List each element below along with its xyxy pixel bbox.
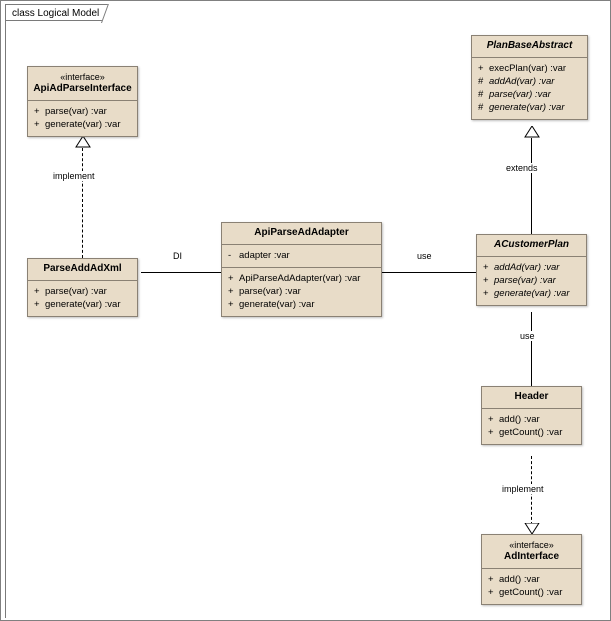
visibility: + — [34, 119, 40, 130]
connector-label-implement-top: implement — [53, 171, 95, 181]
visibility: - — [228, 250, 232, 261]
class-members-ad-interface — [482, 569, 581, 604]
connector-label-use-right: use — [520, 331, 535, 341]
member-row — [477, 287, 586, 300]
connector-label-extends: extends — [506, 163, 538, 173]
member-label: generate(var) :var — [239, 299, 315, 310]
class-name: ApiParseAdAdapter — [254, 227, 349, 238]
member-row — [28, 285, 137, 298]
member-label: parse(var) :var — [239, 286, 301, 297]
member-row — [28, 298, 137, 311]
class-api-ad-parse-interface[interactable] — [27, 66, 138, 137]
member-label: add() :var — [499, 414, 540, 425]
inheritance-arrowhead-icon — [75, 136, 91, 148]
member-label: ApiParseAdAdapter(var) :var — [239, 273, 361, 284]
class-attributes-api-parse-ad-adapter — [222, 245, 381, 267]
class-parse-add-ad-xml[interactable] — [27, 258, 138, 317]
visibility: + — [34, 106, 40, 117]
member-row — [482, 413, 581, 426]
class-name: ParseAddAdXml — [43, 263, 122, 274]
member-label: parse(var) :var — [494, 275, 556, 286]
attribute-label: adapter :var — [239, 250, 290, 261]
class-title-a-customer-plan — [477, 235, 586, 256]
member-label: generate(var) :var — [45, 299, 121, 310]
member-label: generate(var) :var — [489, 102, 565, 113]
class-name: ApiAdParseInterface — [33, 83, 132, 94]
class-title-api-parse-ad-adapter — [222, 223, 381, 244]
member-row — [222, 285, 381, 298]
diagram-frame-border — [5, 20, 6, 618]
generalization-arrowhead-icon — [524, 126, 540, 138]
connector-use-right — [531, 312, 532, 386]
visibility: # — [478, 89, 484, 100]
visibility: + — [34, 299, 40, 310]
member-label: add() :var — [499, 574, 540, 585]
member-row — [222, 298, 381, 311]
class-name: Header — [514, 391, 549, 402]
visibility: + — [483, 262, 489, 273]
visibility: + — [483, 288, 489, 299]
class-members-plan-base-abstract — [472, 58, 587, 119]
member-label: addAd(var) :var — [489, 76, 555, 87]
member-row — [477, 261, 586, 274]
class-members-header — [482, 409, 581, 444]
visibility: + — [483, 275, 489, 286]
visibility: # — [478, 76, 484, 87]
member-row — [472, 62, 587, 75]
member-row — [28, 105, 137, 118]
class-name: ACustomerPlan — [493, 239, 569, 250]
class-plan-base-abstract[interactable] — [471, 35, 588, 120]
class-title-parse-add-ad-xml — [28, 259, 137, 280]
connector-implement-top — [82, 148, 83, 258]
member-row — [482, 573, 581, 586]
member-row — [472, 101, 587, 114]
member-label: generate(var) :var — [494, 288, 570, 299]
member-label: addAd(var) :var — [494, 262, 560, 273]
visibility: + — [488, 587, 494, 598]
class-stereotype: «interface» — [60, 72, 105, 82]
class-members-api-parse-ad-adapter — [222, 268, 381, 316]
class-name: PlanBaseAbstract — [486, 40, 573, 51]
connector-di — [141, 272, 221, 273]
member-row — [482, 586, 581, 599]
class-header[interactable] — [481, 386, 582, 445]
member-label: getCount() :var — [499, 587, 563, 598]
class-members-api-ad-parse-interface — [28, 101, 137, 136]
class-ad-interface[interactable] — [481, 534, 582, 605]
member-label: execPlan(var) :var — [489, 63, 567, 74]
class-stereotype: «interface» — [509, 540, 554, 550]
visibility: + — [478, 63, 484, 74]
member-row — [28, 118, 137, 131]
connector-label-di: DI — [173, 251, 182, 261]
class-title-plan-base-abstract — [472, 36, 587, 57]
visibility: + — [228, 273, 234, 284]
member-label: parse(var) :var — [45, 106, 107, 117]
member-label: generate(var) :var — [45, 119, 121, 130]
visibility: + — [488, 427, 494, 438]
member-label: parse(var) :var — [489, 89, 551, 100]
member-row — [472, 75, 587, 88]
class-title-ad-interface — [482, 535, 581, 568]
class-api-parse-ad-adapter[interactable] — [221, 222, 382, 317]
visibility: + — [488, 574, 494, 585]
connector-label-use-middle: use — [417, 251, 432, 261]
class-title-header — [482, 387, 581, 408]
class-members-a-customer-plan — [477, 257, 586, 305]
member-label: parse(var) :var — [45, 286, 107, 297]
connector-extends — [531, 138, 532, 234]
member-row — [222, 272, 381, 285]
visibility: # — [478, 102, 484, 113]
visibility: + — [228, 286, 234, 297]
class-a-customer-plan[interactable] — [476, 234, 587, 306]
visibility: + — [34, 286, 40, 297]
visibility: + — [488, 414, 494, 425]
visibility: + — [228, 299, 234, 310]
member-row — [472, 88, 587, 101]
class-title-api-ad-parse-interface — [28, 67, 137, 100]
class-members-parse-add-ad-xml — [28, 281, 137, 316]
member-row — [482, 426, 581, 439]
class-name: AdInterface — [503, 551, 559, 562]
connector-use-middle — [382, 272, 476, 273]
diagram-frame-label: class Logical Model — [5, 4, 116, 21]
connector-label-implement-bottom: implement — [502, 484, 544, 494]
attribute-row — [222, 249, 381, 262]
member-label: getCount() :var — [499, 427, 563, 438]
member-row — [477, 274, 586, 287]
